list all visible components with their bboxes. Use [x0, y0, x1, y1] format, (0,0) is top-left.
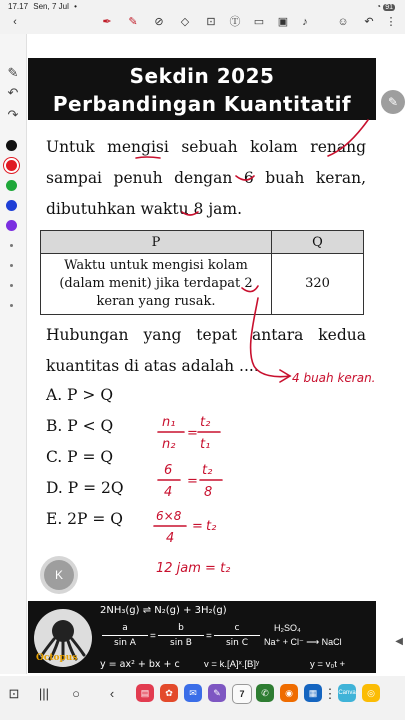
text-icon[interactable]: Ⓣ	[229, 16, 241, 28]
size-dot-4[interactable]	[10, 304, 13, 307]
logo-text: Octopus	[36, 653, 78, 663]
wifi-icon: ◔	[376, 2, 381, 11]
eq3-right: t₂	[206, 519, 217, 534]
back-icon[interactable]: ‹	[109, 686, 115, 701]
footer-rate-law: v = k.[A]ˣ.[B]ʸ	[204, 659, 260, 670]
footer-nacl: Na⁺ + Cl⁻ ⟶ NaCl	[264, 637, 342, 647]
underline-mengisi	[136, 157, 160, 158]
eq1-sign: =	[187, 426, 198, 441]
size-dot-3[interactable]	[10, 284, 13, 287]
handwriting-overlay	[28, 58, 376, 660]
option-e[interactable]: E. 2P = Q	[46, 510, 124, 528]
system-nav-bar	[0, 676, 405, 720]
app-notes-icon[interactable]: ✎	[208, 684, 226, 702]
size-dot-2[interactable]	[10, 264, 13, 267]
status-indicators	[376, 2, 395, 11]
option-c[interactable]: C. P = Q	[46, 448, 114, 466]
table-cell-p: Waktu untuk mengisi kolam (dalam menit) jika terdapat 2 keran yang rusak.	[41, 254, 272, 315]
status-time-date: 17.17 Sen, 7 Jul •	[8, 2, 77, 11]
color-blue-swatch[interactable]	[6, 200, 17, 211]
undo-arrow-icon[interactable]: ↶	[7, 85, 19, 100]
color-black-swatch[interactable]	[6, 140, 17, 151]
eq2-right-bottom: 8	[204, 485, 213, 500]
shape-icon[interactable]: ▭	[253, 16, 265, 28]
app-camera-icon[interactable]: ◉	[280, 684, 298, 702]
app-chrome-icon[interactable]: ◎	[362, 684, 380, 702]
sine-rule-c: $\frac{c}{\text{sin C}}$	[214, 623, 260, 648]
redo-arrow-icon[interactable]: ↷	[7, 107, 19, 122]
mic-icon[interactable]: ♪	[302, 16, 308, 28]
pencil-tool-icon[interactable]: ✎	[7, 65, 19, 80]
pencil-icon: ✎	[387, 95, 399, 109]
note-page	[28, 58, 376, 660]
ink-circle-6	[236, 176, 254, 180]
app-files-icon[interactable]: ▦	[304, 684, 322, 702]
footer-h2so4: H₂SO₄	[274, 623, 301, 633]
question-text: Untuk mengisi sebuah kolam renang sampai penuh dengan 6 buah keran, dibutuhkan waktu 8 jam.	[46, 138, 366, 218]
footer-equilibrium: 2NH₃(g) ⇌ N₂(g) + 3H₂(g)	[100, 605, 227, 616]
eq2-sign: =	[187, 474, 198, 489]
note-toolbar	[0, 12, 405, 34]
eq1-left-bottom: n₂	[162, 437, 176, 452]
size-dot-1[interactable]	[10, 244, 13, 247]
sine-rule-b: $\frac{b}{\text{sin B}}$	[158, 623, 204, 648]
pen-palette-rail	[0, 34, 27, 674]
footer-banner	[28, 601, 376, 673]
eq3-left-top: 6×8	[156, 509, 182, 523]
image-icon[interactable]: ▣	[277, 16, 289, 28]
recent-apps-icon[interactable]: |||	[38, 686, 50, 701]
home-icon[interactable]: ○	[72, 686, 80, 701]
eq1-right-bottom: t₁	[200, 437, 211, 452]
page-side-arrow-icon[interactable]: ◀	[395, 636, 403, 647]
option-a[interactable]: A. P > Q	[46, 386, 114, 404]
sine-rule-eq-1: =	[150, 631, 156, 642]
pen-icon[interactable]: ✒	[102, 16, 112, 28]
app-grid-icon[interactable]: ⋮	[323, 686, 337, 701]
sticker-icon[interactable]: ☺	[337, 16, 349, 28]
app-flipboard-icon[interactable]: ▤	[136, 684, 154, 702]
table-cell-q: 320	[272, 254, 364, 315]
k-button[interactable]: K	[44, 560, 74, 590]
color-purple-swatch[interactable]	[6, 220, 17, 231]
footer-motion: y = v₀t +	[310, 659, 346, 670]
question-prompt: Hubungan yang tepat antara kedua kuantitas di atas adalah ....	[46, 326, 366, 375]
ink-circle-2	[242, 286, 258, 292]
option-b[interactable]: B. P < Q	[46, 417, 114, 435]
banner-title: Sekdin 2025	[129, 64, 275, 88]
eq3-left-bottom: 4	[166, 531, 175, 546]
eraser-icon[interactable]: ◇	[180, 16, 190, 28]
table-header-q: Q	[272, 231, 364, 254]
sine-rule-a: $\frac{a}{\text{sin A}}$	[102, 623, 148, 648]
screen-record-icon[interactable]: ⊡	[8, 686, 20, 701]
eq4-result: 12 jam = t₂	[156, 561, 231, 576]
highlighter-icon[interactable]: ✎	[128, 16, 138, 28]
option-d[interactable]: D. P = 2Q	[46, 479, 124, 497]
edit-pen-button[interactable]	[381, 90, 405, 114]
ink-note: 4 buah keran.	[292, 371, 376, 385]
more-icon[interactable]: ⋮	[385, 16, 397, 28]
battery-icon: 91	[385, 4, 393, 11]
ink-arrow-line	[251, 298, 290, 377]
app-gallery-icon[interactable]: ✿	[160, 684, 178, 702]
app-calendar-icon[interactable]: 7	[232, 684, 252, 704]
ink-circle-8	[182, 212, 198, 215]
table-header-p: P	[41, 231, 272, 254]
undo-icon[interactable]: ↶	[364, 16, 374, 28]
eq1-right-top: t₂	[200, 415, 211, 430]
footer-quadratic: y = ax² + bx + c	[100, 659, 180, 670]
eq2-left-bottom: 4	[164, 485, 173, 500]
eq3-sign: =	[192, 519, 203, 534]
color-red-swatch[interactable]	[6, 160, 17, 171]
sine-rule-eq-2: =	[206, 631, 212, 642]
color-green-swatch[interactable]	[6, 180, 17, 191]
eq1-left-top: n₁	[162, 415, 176, 430]
ink-stroke-renang	[328, 120, 368, 156]
marker-icon[interactable]: ⊘	[154, 16, 164, 28]
app-canva-icon[interactable]: Canva	[338, 684, 356, 702]
eq2-left-top: 6	[164, 463, 173, 478]
chevron-left-icon[interactable]: ‹	[13, 16, 17, 28]
eq2-right-top: t₂	[202, 463, 213, 478]
lasso-icon[interactable]: ⊡	[206, 16, 216, 28]
app-phone-icon[interactable]: ✆	[256, 684, 274, 702]
banner-subtitle: Perbandingan Kuantitatif	[52, 92, 352, 116]
app-messages-icon[interactable]: ✉	[184, 684, 202, 702]
